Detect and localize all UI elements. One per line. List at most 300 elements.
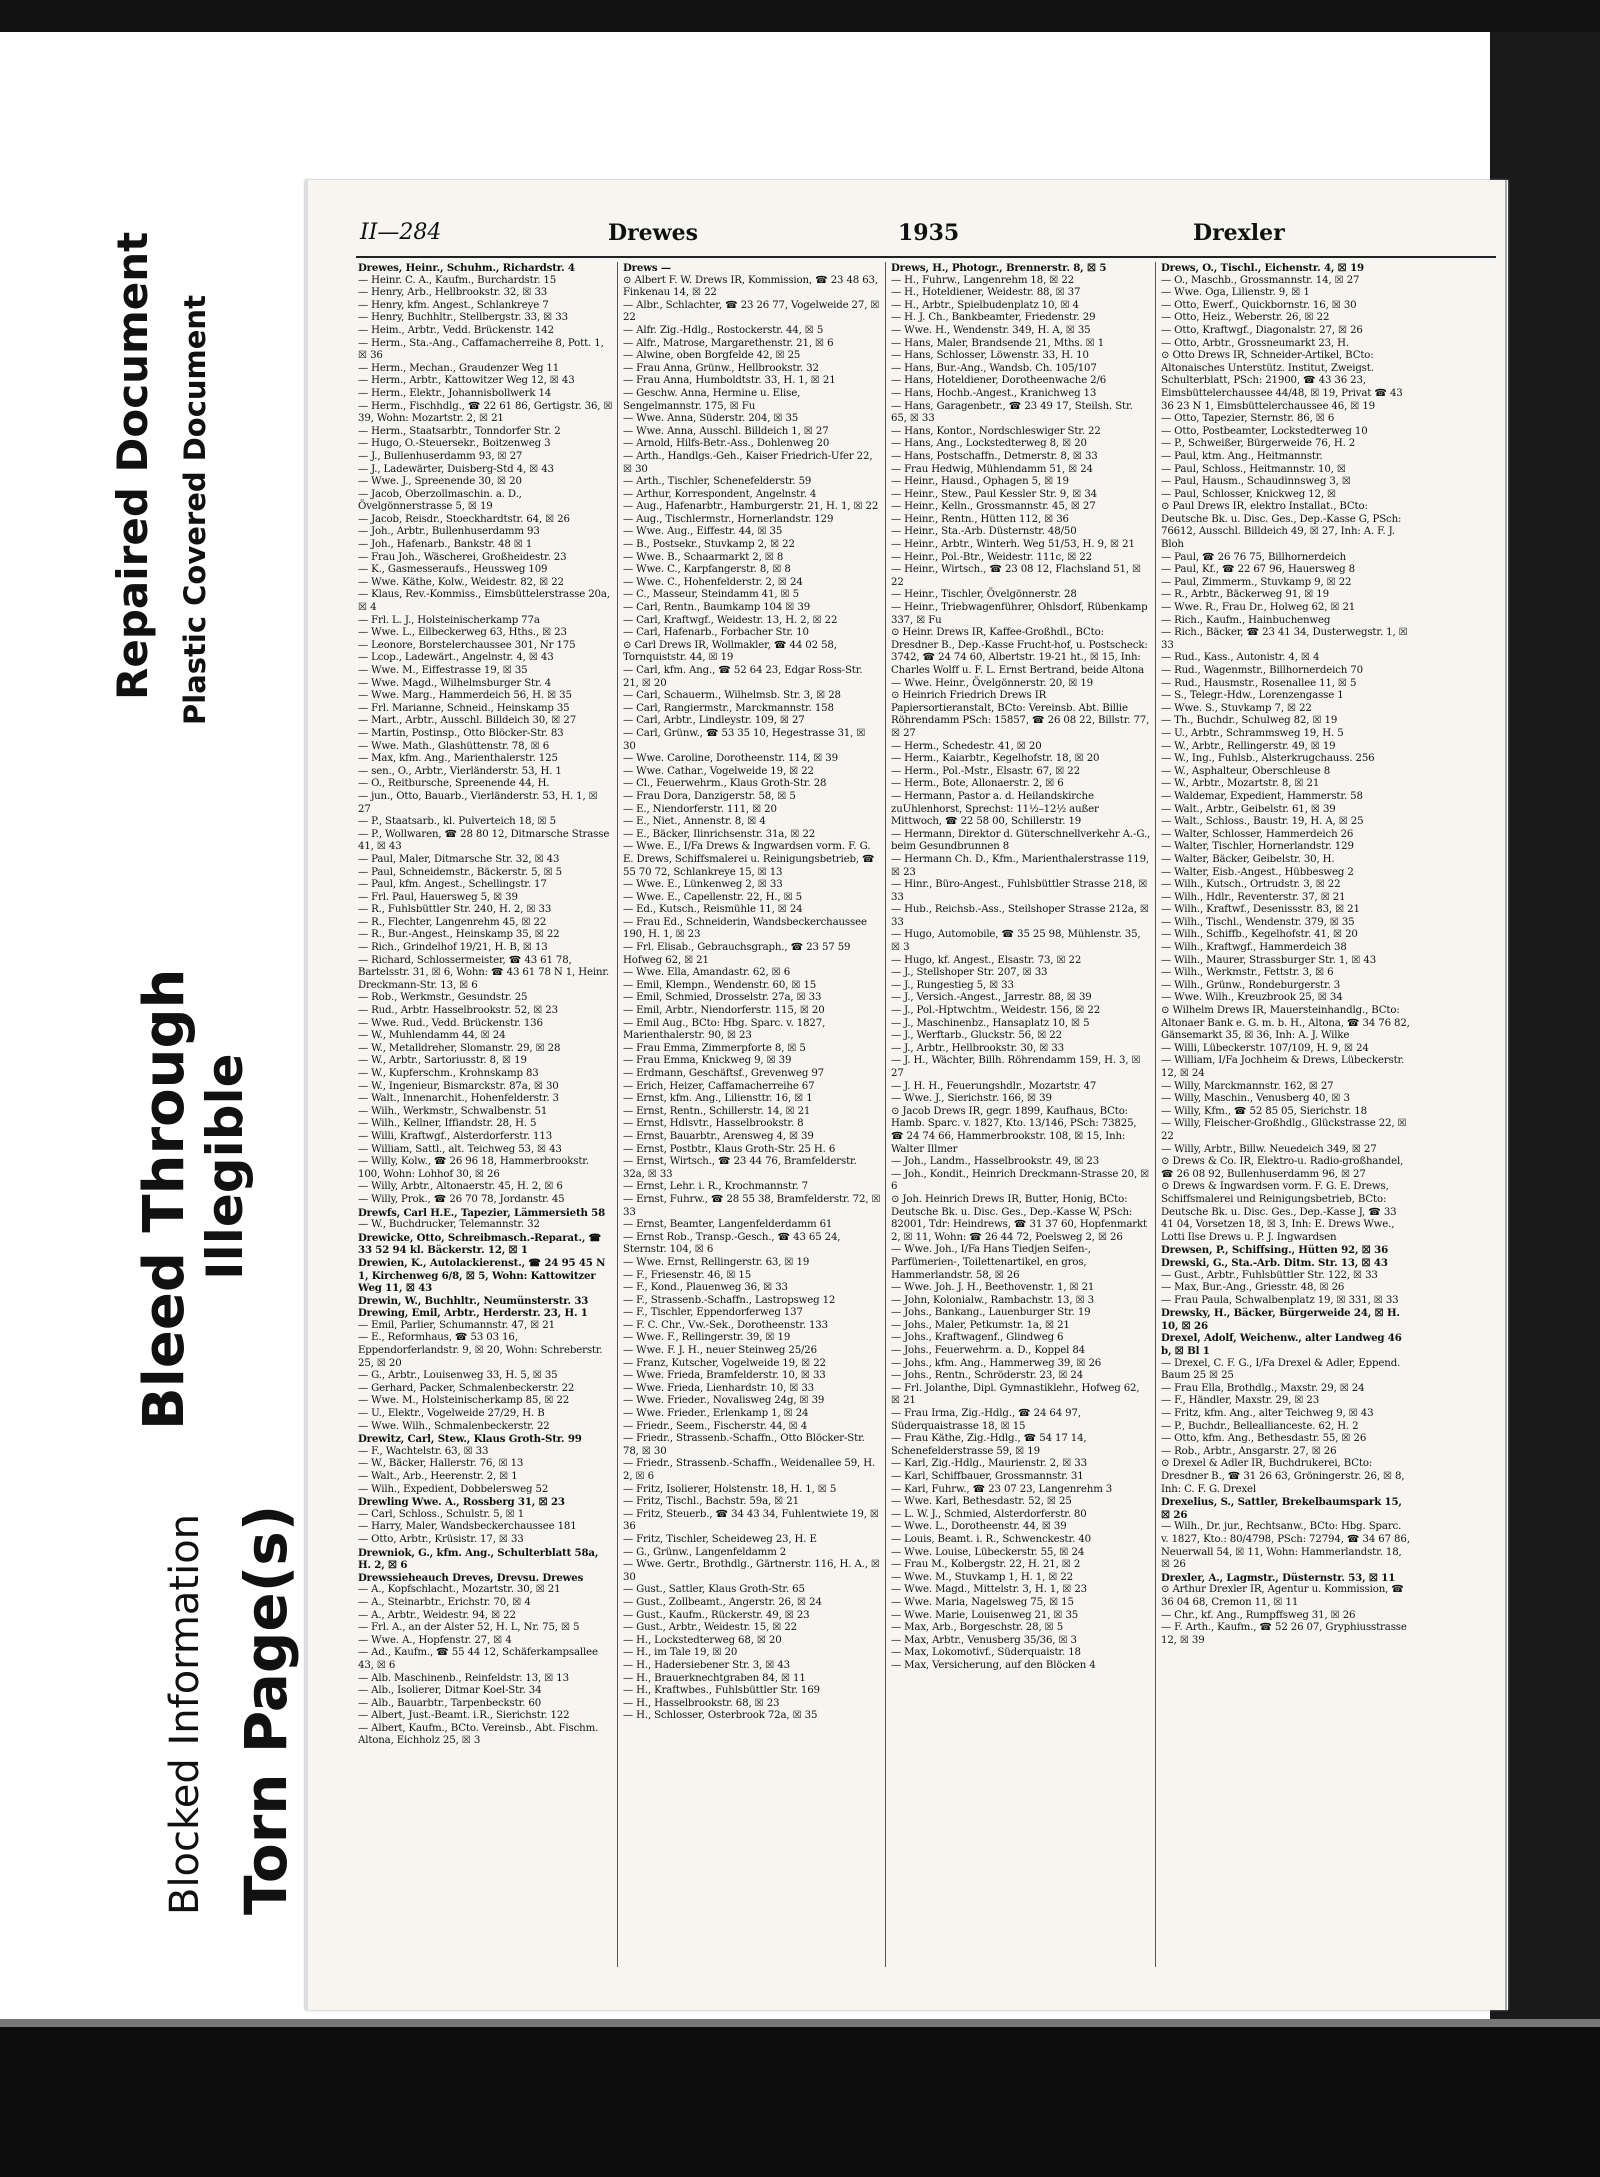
directory-entry: — Wwe. R., Frau Dr., Holweg 62, ☒ 21 — [1161, 602, 1356, 614]
directory-entry: — Willy, Arbtr., Billw. Neuedeich 349, ☒ 27 — [1161, 1143, 1377, 1155]
directory-entry: — E., Niendorferstr. 111, ☒ 20 — [623, 803, 777, 815]
directory-entry: — Heinr., Stew., Paul Kessler Str. 9, ☒ 34 — [891, 488, 1097, 500]
directory-entry: — Alwine, oben Borgfelde 42, ☒ 25 — [623, 350, 801, 362]
directory-entry: — R., Fuhlsbüttler Str. 240, H. 2, ☒ 33 — [358, 904, 552, 916]
directory-entry: — Wilh., Grünw., Rondeburgerstr. 3 — [1161, 979, 1341, 991]
directory-entry: — Wwe. Aug., Eiffestr. 44, ☒ 35 — [623, 526, 783, 538]
directory-entry: — Albr., Schlachter, ☎ 23 26 77, Vogelweide 27, ☒ 22 — [623, 299, 880, 324]
directory-entry: — Otto, Tapezier, Sternstr. 86, ☒ 6 — [1161, 413, 1335, 425]
directory-entry: — Willy, Prok., ☎ 26 70 78, Jordanstr. 45 — [358, 1193, 565, 1205]
directory-entry: — Hermann, Direktor d. Güterschnellverkehr A.-G., beim Gesundbrunnen 8 — [891, 828, 1151, 853]
directory-entry: Drewicke, Otto, Schreibmasch.-Reparat., ☎ 33 52 94 kl. Bäckerstr. 12, ☒ 1 — [358, 1231, 602, 1257]
directory-column-1 — [358, 262, 613, 1972]
directory-entry: — Wwe. F. J. H., neuer Steinweg 25/26 — [623, 1345, 817, 1357]
directory-entry: — Paul, Schloss., Heitmannstr. 10, ☒ — [1161, 463, 1346, 475]
directory-entry: — Wwe. A., Hopfenstr. 27, ☒ 4 — [358, 1634, 512, 1646]
label-plastic-covered-document: Plastic Covered Document — [178, 295, 212, 725]
directory-entry: — Wwe. Wilh., Schmalenbeckerstr. 22 — [358, 1420, 550, 1432]
directory-entry: — Herm., Sta.-Ang., Caffamacherreihe 8, Pott. 1, ☒ 36 — [358, 337, 604, 362]
directory-entry: — Paul, ktm. Ang., Heitmannstr. — [1161, 450, 1323, 462]
directory-entry: — Joh., Hafenarb., Bankstr. 48 ☒ 1 — [358, 539, 533, 551]
directory-entry: — Wwe. B., Schaarmarkt 2, ☒ 8 — [623, 551, 784, 563]
directory-entry: Drexler, A., Lagmstr., Düsternstr. 53, ☒ 11 — [1161, 1571, 1396, 1584]
directory-entry: — H. J. Ch., Bankbeamter, Friedenstr. 29 — [891, 312, 1096, 324]
directory-entry: — Alfr., Matrose, Margarethenstr. 21, ☒ 6 — [623, 337, 834, 349]
directory-entry: — Frau Ed., Schneiderin, Wandsbeckerchaussee 190, H. 1, ☒ 23 — [623, 916, 867, 941]
directory-entry: — Johs., Bankang., Lauenburger Str. 19 — [891, 1307, 1091, 1319]
directory-entry: — Wilh., Expedient, Dobbelersweg 52 — [358, 1483, 549, 1495]
directory-entry: — Frau Käthe, Zig.-Hdlg., ☎ 54 17 14, Schenefelderstrasse 59, ☒ 19 — [891, 1433, 1087, 1457]
directory-entry: — W., Kupferschm., Krohnskamp 83 — [358, 1068, 539, 1079]
directory-entry: — Heinr., Kelln., Grossmannstr. 45, ☒ 27 — [891, 501, 1096, 513]
directory-entry: — Fritz, Steuerb., ☎ 34 43 34, Fuhlentwiete 19, ☒ 36 — [623, 1508, 879, 1533]
directory-entry: — Albert, Kaufm., BCto. Vereinsb., Abt. Fischm. Altona, Eichholz 25, ☒ 3 — [358, 1722, 599, 1747]
directory-entry: — K., Gasmesseraufs., Heussweg 109 — [358, 564, 548, 576]
directory-entry: — W., Arbtr., Mozartstr. 8, ☒ 21 — [1161, 778, 1320, 790]
directory-entry: — Heinr. C. A., Kaufm., Burchardstr. 15 — [358, 274, 557, 286]
directory-entry: — Frau Anna, Humboldtstr. 33, H. 1, ☒ 21 — [623, 375, 836, 387]
directory-entry: — Wwe. H., Wendenstr. 349, H. A, ☒ 35 — [891, 324, 1091, 336]
label-blocked-information: Blocked Information — [162, 1513, 208, 1915]
directory-entry: — Herm., Staatsarbtr., Tonndorfer Str. 2 — [358, 425, 561, 437]
directory-entry: — Herm., Mechan., Graudenzer Weg 11 — [358, 362, 560, 374]
directory-entry: Drewsky, H., Bäcker, Bürgerweide 24, ☒ H. 10, ☒ 26 — [1161, 1307, 1400, 1332]
directory-entry: — W., Asphaltеur, Oberschleuse 8 — [1161, 765, 1331, 777]
directory-entry: Drewski, G., Sta.-Arb. Ditm. Str. 13, ☒ 43 — [1161, 1256, 1388, 1269]
directory-entry: — Lcop., Ladewärt., Angelnstr. 4, ☒ 43 — [358, 652, 554, 664]
directory-entry: Drewssieheauch Dreves, Drevsu. Drewes — [358, 1571, 584, 1584]
directory-entry: — Wwe. Caroline, Dorotheenstr. 114, ☒ 39 — [623, 753, 838, 765]
directory-entry: — Hinr., Büro-Angest., Fuhlsbüttler Strasse 218, ☒ 33 — [891, 879, 1148, 903]
directory-entry: — Walter, Bäcker, Geibelstr. 30, H. — [1161, 853, 1335, 865]
directory-entry: ⊙ Joh. Heinrich Drews IR, Butter, Honig, BCto: Deutsche Bk. u. Disc. Ges., Dep.-Kasse W, PSch: 82001, Tdr: Heindrews, ☎ 31 37 60, Hopfenmarkt 2, ☒ 11, Wohn: ☎ 26 44 72, Poelsweg 2, ☒ 26 — [891, 1193, 1147, 1243]
directory-entry: — Henry, kfm. Angest., Schlankreye 7 — [358, 299, 549, 311]
directory-entry: — Frl. Paul, Hauersweg 5, ☒ 39 — [358, 891, 518, 903]
column-divider — [1155, 262, 1156, 1967]
directory-entry: — Heinr., Pol.-Btr., Weidestr. 111c, ☒ 22 — [891, 551, 1093, 563]
directory-entry: — Frau Emma, Knickweg 9, ☒ 39 — [623, 1055, 792, 1067]
directory-entry: — Otto, Arbtr., Krüsistr. 17, ☒ 33 — [358, 1533, 524, 1545]
directory-entry: — Carl, Arbtr., Lindleystr. 109, ☒ 27 — [623, 715, 805, 727]
directory-entry: — Frl. Marianne, Schneid., Heinskamp 35 — [358, 702, 570, 714]
directory-entry: — John, Kolonialw., Rambachstr. 13, ☒ 3 — [891, 1294, 1094, 1306]
directory-entry: — Hugo, kf. Angest., Elsastr. 73, ☒ 22 — [891, 954, 1082, 966]
directory-entry: — Hub., Reichsb.-Ass., Steilshoper Strasse 212a, ☒ 33 — [891, 904, 1149, 928]
directory-entry: — Heim., Arbtr., Vedd. Brückenstr. 142 — [358, 324, 554, 336]
directory-entry: — Karl, Schiffbauer, Grossmannstr. 31 — [891, 1471, 1084, 1482]
directory-entry: — Joh., Kondit., Heinrich Dreckmann-Strasse 20, ☒ 6 — [891, 1168, 1150, 1193]
directory-entry: Drewes, Heinr., Schuhm., Richardstr. 4 — [358, 262, 575, 274]
directory-entry: — Walt., Innenarchit., Hohenfelderstr. 3 — [358, 1093, 559, 1105]
directory-entry: — Wwe. Rud., Vedd. Brückenstr. 136 — [358, 1017, 543, 1029]
directory-entry: — Carl, Grünw., ☎ 53 35 10, Hegestrasse 31, ☒ 30 — [623, 727, 866, 752]
directory-entry: — Arth., Tischler, Schenefelderstr. 59 — [623, 476, 812, 488]
directory-entry: — Carl, Schloss., Schulstr. 5, ☒ 1 — [358, 1508, 525, 1520]
directory-entry: — Wwe. C., Hohenfelderstr. 2, ☒ 24 — [623, 576, 803, 588]
directory-entry: — Alb., Isolierer, Ditmar Koel-Str. 34 — [358, 1685, 542, 1697]
directory-entry: Drewling Wwe. A., Rossberg 31, ☒ 23 — [358, 1496, 565, 1509]
directory-entry: — Ed., Kutsch., Reismühle 11, ☒ 24 — [623, 904, 803, 916]
directory-entry: — H., Schlosser, Osterbrook 72a, ☒ 35 — [623, 1710, 818, 1722]
directory-entry: — Martin, Postinsp., Otto Blöcker-Str. 83 — [358, 727, 564, 739]
directory-entry: — F. Arth., Kaufm., ☎ 52 26 07, Gryphiusstrasse 12, ☒ 39 — [1161, 1622, 1407, 1646]
directory-entry: — Aug., Tischlermstr., Hornerlandstr. 129 — [623, 513, 834, 525]
directory-entry: — Emil, Schmied, Drosselstr. 27a, ☒ 33 — [623, 992, 822, 1004]
directory-entry: — Wwe. Magd., Mittelstr. 3, H. 1, ☒ 23 — [891, 1584, 1088, 1596]
directory-entry: — Joh., Arbtr., Bullenhuserdamm 93 — [358, 526, 540, 538]
directory-entry: ⊙ Paul Drews IR, elektro Installat., BCto: Deutsche Bk. u. Disc. Ges., Dep.-Kasse G, PSch: 76612, Ausschl. Billdeich 49, ☒ 27, Inh: A. F. J. Bloh — [1161, 501, 1402, 551]
label-illegible: Illegible — [196, 1053, 254, 1280]
directory-entry: — H., Kraftwbes., Fuhlsbüttler Str. 169 — [623, 1685, 820, 1697]
directory-entry: — Ernst, Beamter, Langenfelderdamm 61 — [623, 1219, 833, 1231]
directory-column-2 — [623, 262, 881, 1972]
directory-entry: — Heinr., Hausd., Ophagen 5, ☒ 19 — [891, 476, 1069, 488]
directory-entry: — Louis, Beamt. i. R., Schwenckestr. 40 — [891, 1533, 1091, 1545]
directory-entry: — Otto, Arbtr., Grossneumarkt 23, H. — [1161, 337, 1349, 349]
directory-entry: — Carl, Rentn., Baumkamp 104 ☒ 39 — [623, 602, 811, 614]
directory-entry: — R., Flechter, Langenrehm 45, ☒ 22 — [358, 916, 547, 928]
directory-entry: — Walter, Schlosser, Hammerdeich 26 — [1161, 828, 1354, 840]
directory-entry: — G., Arbtr., Louisenweg 33, H. 5, ☒ 35 — [358, 1370, 558, 1382]
directory-entry: ⊙ Albert F. W. Drews IR, Kommission, ☎ 23 48 63, Finkenau 14, ☒ 22 — [623, 274, 878, 299]
directory-entry: — Wwe. Cathar., Vogelweide 19, ☒ 22 — [623, 765, 814, 777]
directory-entry: — sen., O., Arbtr., Vierländerstr. 53, H. 1 — [358, 765, 562, 777]
directory-entry: — Herm., Bote, Allonaerstr. 2, ☒ 6 — [891, 778, 1064, 790]
directory-entry: — Wilh., Dr. jur., Rechtsanw., BCto: Hbg. Sparc. v. 1827, Kto.: 80/4798, PSch: 72794, ☎ 34 67 86, Neuerwall 54, ☒ 11, Wohn: Hammerlandstr. 18, ☒ 26 — [1161, 1521, 1410, 1571]
directory-entry: — Emil, Klempn., Wendenstr. 60, ☒ 15 — [623, 979, 817, 991]
directory-entry: — Wwe. Wilh., Kreuzbrook 25, ☒ 34 — [1161, 992, 1343, 1004]
directory-entry: — Max, Versicherung, auf den Blöcken 4 — [891, 1659, 1096, 1671]
directory-entry: — H., Fuhrw., Langenrehm 18, ☒ 22 — [891, 274, 1075, 286]
directory-entry: — O., Reitburschе, Spreenende 44, H. — [358, 778, 550, 790]
directory-entry: — Herm., Schedestr. 41, ☒ 20 — [891, 740, 1042, 752]
directory-entry: — Willy, Fleischer-Großhdlg., Glückstrasse 22, ☒ 22 — [1161, 1118, 1407, 1142]
directory-entry: — Carl, Rangiermstr., Marckmannstr. 158 — [623, 702, 834, 714]
directory-entry: — Max, Bur.-Ang., Griesstr. 48, ☒ 26 — [1161, 1282, 1345, 1294]
directory-entry: — Ernst, Lehr. i. R., Krochmannstr. 7 — [623, 1181, 809, 1193]
directory-entry: — U., Elektr., Vogelweide 27/29, H. B — [358, 1408, 545, 1420]
directory-entry: Drews, H., Photogr., Brennerstr. 8, ☒ 5 — [891, 262, 1107, 274]
directory-entry: — Herm., Arbtr., Kattowitzer Weg 12, ☒ 43 — [358, 375, 575, 387]
directory-entry: — Ernst, Hdlsvtr., Hasselbrookstr. 8 — [623, 1118, 804, 1130]
directory-entry: — F., Strassenb.-Schaffn., Lastropsweg 12 — [623, 1294, 836, 1306]
directory-entry: — Frau Joh., Wäscherei, Großheidestr. 23 — [358, 551, 567, 563]
directory-entry: — Heinr., Rentn., Hütten 112, ☒ 36 — [891, 513, 1069, 525]
directory-entry: Drewing, Emil, Arbtr., Herderstr. 23, H. 1 — [358, 1307, 588, 1320]
directory-entry: — W., Arbtr., Rellingerstr. 49, ☒ 19 — [1161, 740, 1336, 752]
directory-entry: — Klaus, Rev.-Kommiss., Eimsbüttelerstrasse 20a, ☒ 4 — [358, 589, 610, 614]
directory-entry: — L. W. J., Schmied, Alsterdorferstr. 80 — [891, 1508, 1087, 1520]
directory-entry: — Henry, Arb., Hellbrookstr. 32, ☒ 33 — [358, 287, 548, 299]
directory-entry: — W., Metalldreher, Slomanstr. 29, ☒ 28 — [358, 1042, 561, 1054]
directory-entry: — Wilh., Hdlr., Reventerstr. 37, ☒ 21 — [1161, 891, 1346, 903]
directory-entry: — Hans, Kontor., Nordschleswiger Str. 22 — [891, 425, 1101, 437]
directory-entry: — Wilh., Tischl., Wendenstr. 379, ☒ 35 — [1161, 916, 1355, 928]
directory-entry: — Franz, Kutscher, Vogelweide 19, ☒ 22 — [623, 1357, 826, 1369]
directory-entry: — Geschw. Anna, Hermine u. Elise, Sengelmannstr. 175, ☒ Fu — [623, 387, 801, 412]
directory-entry: — Heinr., Sta.-Arb. Düsternstr. 48/50 — [891, 526, 1077, 538]
directory-entry: — Wwe. Magd., Wilhelmsburger Str. 4 — [358, 677, 552, 689]
directory-entry: — Paul, Zimmerm., Stuvkamp 9, ☒ 22 — [1161, 576, 1352, 588]
directory-entry: — Paul, kfm. Angest., Schellingstr. 17 — [358, 879, 547, 891]
directory-entry: — P., Buchdr., Belleallianceste. 62, H. 2 — [1161, 1420, 1359, 1432]
directory-entry: — William, Sattl., alt. Teichweg 53, ☒ 43 — [358, 1143, 562, 1155]
directory-entry: Drewfs, Carl H.E., Tapezier, Lämmersieth 58 — [358, 1206, 606, 1219]
directory-entry: — Rich., Grindelhof 19/21, H. B, ☒ 13 — [358, 942, 548, 954]
directory-entry: — Alfr. Zig.-Hdlg., Rostockerstr. 44, ☒ 5 — [623, 324, 824, 336]
directory-entry: — Friedr., Strassenb.-Schaffn., Otto Blöcker-Str. 78, ☒ 30 — [623, 1433, 865, 1457]
directory-entry: — Karl, Zig.-Hdlg., Maurienstr. 2, ☒ 33 — [891, 1458, 1087, 1470]
directory-entry: — P., Schweißer, Bürgerweide 76, H. 2 — [1161, 438, 1356, 450]
directory-entry: — Johs., Rentn., Schröderstr. 23, ☒ 24 — [891, 1370, 1084, 1382]
directory-entry: — Fritz, Tischl., Bachstr. 59a, ☒ 21 — [623, 1496, 799, 1508]
directory-entry: — F., Friesenstr. 46, ☒ 15 — [623, 1269, 752, 1281]
directory-entry: — J., Ladewärter, Duisberg-Std 4, ☒ 43 — [358, 463, 554, 475]
directory-entry: — G., Grünw., Langenfeldamm 2 — [623, 1546, 787, 1558]
directory-entry: — Rich., Bäcker, ☎ 23 41 34, Dusterwegstr. 1, ☒ 33 — [1161, 627, 1408, 651]
directory-entry: — Ernst Rob., Transp.-Gesch., ☎ 43 65 24, Sternstr. 104, ☒ 6 — [623, 1231, 841, 1256]
directory-entry: — Wwe. F., Rellingerstr. 39, ☒ 19 — [623, 1332, 791, 1344]
directory-entry: — Otto, kfm. Ang., Bethesdastr. 55, ☒ 26 — [1161, 1433, 1367, 1445]
directory-entry: — W., Ing., Fuhlsb., Alsterkrugchauss. 256 — [1161, 753, 1375, 765]
directory-entry: — J., Rungestieg 5, ☒ 33 — [891, 979, 1014, 991]
directory-entry: — Richard, Schlossermeister, ☎ 43 61 78, Bartelsstr. 31, ☒ 6, Wohn: ☎ 43 61 78 N 1, Heinr. Dreckmann-Str. 13, ☒ 6 — [358, 954, 610, 991]
directory-entry: — U., Arbtr., Schrammsweg 19, H. 5 — [1161, 727, 1344, 739]
directory-entry: — Hans, Ang., Lockstedterweg 8, ☒ 20 — [891, 438, 1087, 450]
directory-entry: — Wwe. M., Stuvkamp 1, H. 1, ☒ 22 — [891, 1571, 1073, 1583]
directory-entry: — Gust., Sattler, Klaus Groth-Str. 65 — [623, 1584, 805, 1596]
directory-entry: — Otto, Ewerf., Quickbornstr. 16, ☒ 30 — [1161, 299, 1357, 311]
directory-entry: — Hermann, Pastor a. d. Heilandskirche zuUhlenhorst, Sprechst: 11½–12½ außer Mittwoch, ☎ 22 58 00, Schillerstr. 19 — [891, 790, 1099, 828]
directory-entry: — Johs., Feuerwehrm. a. D., Koppel 84 — [891, 1345, 1085, 1357]
directory-entry: — Drexel, C. F. G., I/Fa Drexel & Adler, Eppend. Baum 25 ☒ 25 — [1161, 1357, 1401, 1382]
directory-entry: — Frl. Jolanthe, Dipl. Gymnastiklehr., Hofweg 62, ☒ 21 — [891, 1382, 1140, 1407]
directory-entry: — Frau Ella, Brothdlg., Maxstr. 29, ☒ 24 — [1161, 1382, 1365, 1394]
directory-entry: Drewitz, Carl, Stew., Klaus Groth-Str. 99 — [358, 1433, 582, 1446]
directory-entry: — Henry, Buchhltr., Stellbergstr. 33, ☒ 33 — [358, 312, 568, 324]
directory-entry: — Hans, Garagenbetr., ☎ 23 49 17, Steilsh. Str. 65, ☒ 33 — [891, 400, 1133, 425]
scanner-bottom-strip — [0, 2019, 1600, 2027]
directory-entry: — Hans, Postschaffn., Detmerstr. 8, ☒ 33 — [891, 450, 1098, 462]
directory-entry: — Wwe. Frieda, Lienhardstr. 10, ☒ 33 — [623, 1382, 814, 1394]
directory-entry: — Herm., Pol.-Mstr., Elsastr. 67, ☒ 22 — [891, 765, 1080, 777]
directory-entry: — Wwe. M., Eiffestrasse 19, ☒ 35 — [358, 665, 528, 676]
directory-entry: — R., Bur.-Angest., Heinskamp 35, ☒ 22 — [358, 929, 560, 941]
directory-entry: — P., Wollwaren, ☎ 28 80 12, Ditmarsche Strasse 41, ☒ 43 — [358, 828, 610, 853]
directory-entry: — Walter, Eisb.-Angest., Hübbesweg 2 — [1161, 866, 1354, 878]
directory-entry: — W., Muhlendamm 44, ☒ 24 — [358, 1030, 506, 1042]
directory-entry: — Paul, Hausm., Schaudinnsweg 3, ☒ — [1161, 476, 1351, 488]
directory-entry: — H., Hasselbrookstr. 68, ☒ 23 — [623, 1697, 780, 1709]
directory-entry: — Frl. Elisab., Gebrauchsgraph., ☎ 23 57 59 Hofweg 62, ☒ 21 — [623, 942, 851, 966]
directory-entry: — Hans, Schlosser, Löwenstr. 33, H. 10 — [891, 350, 1089, 362]
directory-entry: — Wwe. Karl, Bethesdastr. 52, ☒ 25 — [891, 1496, 1072, 1508]
directory-entry: — Harry, Maler, Wandsbeckerchaussee 181 — [358, 1521, 577, 1533]
directory-entry: Drews, O., Tischl., Eichenstr. 4, ☒ 19 — [1161, 262, 1364, 274]
directory-entry: — J., Werftarb., Gluckstr. 56, ☒ 22 — [891, 1030, 1062, 1042]
directory-entry: — Hermann Ch. D., Kfm., Marienthalerstrasse 119, ☒ 23 — [891, 853, 1149, 878]
directory-entry: — Wwe. Maria, Nagelsweg 75, ☒ 15 — [891, 1596, 1074, 1608]
directory-entry: — Emil, Parlier, Schumannstr. 47, ☒ 21 — [358, 1319, 555, 1331]
directory-entry: — Chr., kf. Ang., Rumpffsweg 31, ☒ 26 — [1161, 1609, 1356, 1621]
directory-entry: — Ernst, Wirtsch., ☎ 23 44 76, Bramfelderstr. 32a, ☒ 33 — [623, 1156, 857, 1180]
directory-entry: — J. H. H., Feuerungshdlr., Mozartstr. 47 — [891, 1080, 1097, 1092]
directory-entry: — Wwe. Math., Glashüttenstr. 78, ☒ 6 — [358, 740, 550, 752]
directory-entry: — Willy, Kfm., ☎ 52 85 05, Sierichstr. 18 — [1161, 1105, 1367, 1117]
directory-entry: — Max, Arbtr., Venusberg 35/36, ☒ 3 — [891, 1634, 1077, 1646]
directory-entry: — Wilh., Kutsch., Ortrudstr. 3, ☒ 22 — [1161, 879, 1341, 891]
directory-entry: — Herm., Elektr., Johannisbollwerk 14 — [358, 387, 552, 399]
directory-entry: — Wwe. Ernst, Rellingerstr. 63, ☒ 19 — [623, 1256, 810, 1268]
directory-entry: — Willi, Kraftwgf., Alsterdorferstr. 113 — [358, 1130, 553, 1142]
directory-entry: — Walt., Arbtr., Geibelstr. 61, ☒ 39 — [1161, 803, 1336, 815]
directory-entry: ⊙ Otto Drews IR, Schneider-Artikel, BCto: Altonaisches Unterstütz. Institut, Zweigst. Schulterblatt, PSch: 21900, ☎ 43 36 23, Eimsbüttelerchaussee 44/48, ☒ 19, Privat ☎ 43 36 23 N 1, Eimsbüttelerchaussee 46, ☒ 19 — [1161, 350, 1403, 412]
directory-entry: — Wilh., Werkmstr., Fettstr. 3, ☒ 6 — [1161, 967, 1334, 979]
directory-entry: — Paul, Maler, Ditmarsche Str. 32, ☒ 43 — [358, 853, 560, 865]
directory-entry: — J., Bullenhuserdamm 93, ☒ 27 — [358, 450, 523, 462]
directory-entry: — H., Hoteldiener, Weidestr. 88, ☒ 37 — [891, 287, 1081, 299]
directory-entry: — Wwe. M., Holsteinischerkamp 85, ☒ 22 — [358, 1395, 570, 1407]
directory-entry: — Leonore, Borstelerchaussee 301, Nr 175 — [358, 639, 576, 651]
directory-entry: — Waldemar, Expedient, Hammerstr. 58 — [1161, 790, 1363, 802]
directory-entry: ⊙ Drews & Co. IR, Elektro-u. Radio-großhandel, ☎ 26 08 92, Bullenhuserdamm 96, ☒ 27 — [1161, 1156, 1404, 1180]
directory-entry: — Walt., Schloss., Baustr. 19, H. A, ☒ 25 — [1161, 816, 1364, 828]
last-name-heading: Drexler — [1193, 220, 1285, 246]
directory-entry: — Gust., Arbtr., Fuhlsbüttler Str. 122, ☒ 33 — [1161, 1269, 1378, 1281]
directory-entry: — A., Steinarbtr., Erichstr. 70, ☒ 4 — [358, 1596, 531, 1608]
directory-entry: — F., Tischler, Eppendorferweg 137 — [623, 1307, 803, 1319]
directory-entry: — Wwe. Joh. J. H., Beethovenstr. 1, ☒ 21 — [891, 1282, 1095, 1294]
directory-entry: — W., Buchdrucker, Telemannstr. 32 — [358, 1219, 540, 1231]
directory-entry: — H., Brauerknechtgraben 84, ☒ 11 — [623, 1672, 806, 1684]
directory-entry: Drews — — [623, 262, 671, 274]
scanner-bottom-border — [0, 2027, 1600, 2177]
directory-entry: — W., Ingenieur, Bismarckstr. 87a, ☒ 30 — [358, 1080, 559, 1092]
directory-entry: — Aug., Hafenarbtr., Hamburgerstr. 21, H. 1, ☒ 22 — [623, 501, 879, 513]
directory-entry: — Carl, Hafenarb., Forbacher Str. 10 — [623, 627, 809, 639]
directory-entry: — Th., Buchdr., Schulweg 82, ☒ 19 — [1161, 715, 1338, 727]
directory-entry: — Jacob, Reisdr., Stoeckhardtstr. 64, ☒ 26 — [358, 513, 570, 525]
directory-entry: — Joh., Landm., Hasselbrookstr. 49, ☒ 23 — [891, 1156, 1100, 1168]
directory-entry: Drewsen, P., Schiffsing., Hütten 92, ☒ 36 — [1161, 1244, 1389, 1257]
directory-entry: — Fritz, Tischler, Scheideweg 23, H. E — [623, 1533, 817, 1545]
column-divider — [617, 262, 618, 1967]
directory-entry: — Alb. Maschinenb., Reinfeldstr. 13, ☒ 13 — [358, 1672, 569, 1684]
label-bleed-through: Bleed Through — [132, 968, 197, 1430]
directory-entry: — J., Arbtr., Hellbrookstr. 30, ☒ 33 — [891, 1042, 1064, 1054]
directory-entry: — Heinr., Arbtr., Winterh. Weg 51/53, H. 9, ☒ 21 — [891, 539, 1135, 551]
label-repaired-document: Repaired Document — [108, 231, 157, 700]
directory-entry: — F., Wachtelstr. 63, ☒ 33 — [358, 1445, 489, 1457]
directory-entry: — Wilh., Kraftwgf., Hammerdeich 38 — [1161, 942, 1347, 954]
directory-entry: — Walt., Arb., Heerenstr. 2, ☒ 1 — [358, 1471, 518, 1482]
directory-entry: — Arthur, Korrespondent, Angelnstr. 4 — [623, 488, 817, 500]
directory-entry: — Johs., Kraftwagenf., Glindweg 6 — [891, 1332, 1064, 1344]
label-torn-pages: Torn Page(s) — [232, 1504, 300, 1915]
directory-entry: — Max, kfm. Ang., Marienthalerstr. 125 — [358, 753, 558, 765]
directory-entry: — Wilh., Werkmstr., Schwalbenstr. 51 — [358, 1105, 548, 1117]
directory-entry: — jun., Otto, Bauarb., Vierländerstr. 53, H. 1, ☒ 27 — [358, 790, 598, 815]
directory-entry: — Frl. L. J., Holsteinischerkamp 77a — [358, 614, 540, 626]
directory-entry: Drexel, Adolf, Weichenw., alter Landweg 46 b, ☒ Bl 1 — [1161, 1332, 1402, 1358]
directory-entry: — H., Hadersiebener Str. 3, ☒ 43 — [623, 1659, 790, 1671]
directory-entry: — Willy, Arbtr., Altonaerstr. 45, H. 2, ☒ 6 — [358, 1181, 563, 1193]
directory-entry: — Hans, Hochb.-Angest., Kranichweg 13 — [891, 387, 1097, 399]
header-rule — [356, 256, 1496, 258]
directory-entry: — Hans, Hoteldiener, Dorotheenwache 2/6 — [891, 375, 1107, 387]
directory-entry: — Erich, Heizer, Caffamacherreihe 67 — [623, 1080, 815, 1092]
directory-entry: — Wilh., Schiffb., Kegelhofstr. 41, ☒ 20 — [1161, 929, 1358, 941]
directory-entry: — Wwe. E., Capellenstr. 22, H., ☒ 5 — [623, 891, 802, 903]
page-number: II—284 — [360, 220, 442, 245]
directory-entry: — Carl, Schauerm., Wilhelmsb. Str. 3, ☒ 28 — [623, 690, 841, 702]
directory-entry: — Arnold, Hilfs-Betr.-Ass., Dohlenweg 20 — [623, 438, 830, 450]
directory-entry: — Paul, Schlosser, Knickweg 12, ☒ — [1161, 488, 1336, 500]
directory-entry: — Wwe. J., Spreenende 30, ☒ 20 — [358, 476, 522, 488]
directory-entry: — S., Telegr.-Hdw., Lorenzengasse 1 — [1161, 690, 1344, 702]
directory-entry: — Wilh., Kraftwf., Desenissstr. 83, ☒ 21 — [1161, 904, 1360, 916]
directory-entry: — Carl, Kraftwgf., Weidestr. 13, H. 2, ☒ 22 — [623, 614, 838, 626]
directory-entry: — Rud., Hausmstr., Rosenallee 11, ☒ 5 — [1161, 677, 1357, 689]
directory-entry: — Hugo, Automobile, ☎ 35 25 98, Mühlenstr. 35, ☒ 3 — [891, 929, 1141, 954]
directory-entry: — Gust., Zollbeamt., Angerstr. 26, ☒ 24 — [623, 1596, 822, 1608]
directory-entry: — Wilh., Kellner, Iffiandstr. 28, H. 5 — [358, 1118, 537, 1130]
directory-entry: — Rud., Wagenmstr., Billhornerdeich 70 — [1161, 665, 1363, 676]
directory-entry: — Ernst, Bauarbtr., Arensweg 4, ☒ 39 — [623, 1130, 814, 1142]
directory-entry: Drewien, K., Autolackierenst., ☎ 24 95 45 N 1, Kirchenweg 6/8, ☒ 5, Wohn: Kattowitzer Weg 11, ☒ 43 — [358, 1256, 606, 1295]
directory-entry: — Friedr., Strassenb.-Schaffn., Weidenallee 59, H. 2, ☒ 6 — [623, 1458, 876, 1482]
directory-entry: — Willy, Maschin., Venusberg 40, ☒ 3 — [1161, 1093, 1350, 1105]
directory-entry: — Fritz, kfm. Ang., alter Teichweg 9, ☒ 43 — [1161, 1408, 1374, 1420]
directory-entry: — Wwe. Frieder., Novalisweg 24g, ☒ 39 — [623, 1395, 825, 1407]
directory-entry: — J., Maschinenbz., Hansaplatz 10, ☒ 5 — [891, 1017, 1090, 1029]
directory-entry: — Otto, Kraftwgf., Diagonalstr. 27, ☒ 26 — [1161, 324, 1363, 336]
directory-entry: — Wwe. Ella, Amandastr. 62, ☒ 6 — [623, 967, 791, 979]
directory-entry: ⊙ Jacob Drews IR, gegr. 1899, Kaufhaus, BCto: Hamb. Sparc. v. 1827, Kto. 13/146, PSch: 73825, ☎ 24 74 66, Hammerbrookstr. 108, ☒ 15, Inh: Walter Illmer — [891, 1105, 1137, 1155]
directory-entry: — Paul, Schneidemstr., Bäckerstr. 5, ☒ 5 — [358, 866, 562, 878]
directory-entry: — Walter, Tischler, Hornerlandstr. 129 — [1161, 841, 1354, 853]
directory-entry: — Rud., Arbtr. Hasselbrookstr. 52, ☒ 23 — [358, 1005, 558, 1017]
directory-entry: — Frau Irma, Zig.-Hdlg., ☎ 24 64 97, Süderquaistrasse 18, ☒ 15 — [891, 1408, 1081, 1432]
directory-entry: — Friedr., Seem., Fischerstr. 44, ☒ 4 — [623, 1420, 808, 1432]
directory-entry: — Ernst, kfm. Ang., Liliensttr. 16, ☒ 1 — [623, 1093, 813, 1105]
directory-entry: — C., Masseur, Steindamm 41, ☒ 5 — [623, 589, 799, 601]
directory-entry: — Frl. A., an der Alster 52, H. L, Nr. 75, ☒ 5 — [358, 1622, 580, 1634]
directory-entry: — A., Kopfschlacht., Mozartstr. 30, ☒ 21 — [358, 1584, 561, 1596]
directory-entry: — Gerhard, Packer, Schmalenbeckerstr. 22 — [358, 1382, 575, 1394]
directory-entry: — Wwe. J., Sierichstr. 166, ☒ 39 — [891, 1093, 1052, 1105]
directory-entry: — R., Arbtr., Bäckerweg 91, ☒ 19 — [1161, 589, 1329, 601]
directory-entry: — Emil Aug., BCto: Hbg. Sparc. v. 1827, Marienthalerstr. 90, ☒ 23 — [623, 1017, 826, 1042]
directory-entry: — Erdmann, Geschäftsf., Grevenweg 97 — [623, 1068, 824, 1079]
directory-entry: ⊙ Carl Drews IR, Wollmakler, ☎ 44 02 58, Tornquiststr. 44, ☒ 19 — [623, 639, 837, 664]
directory-entry: — Rich., Kaufm., Hainbuchenweg — [1161, 614, 1331, 626]
directory-entry: — Wwe. Anna, Süderstr. 204, ☒ 35 — [623, 413, 799, 425]
directory-entry: — Frau Dora, Danzigerstr. 58, ☒ 5 — [623, 790, 796, 802]
directory-entry: — J., Pol.-Hptwchtm., Weidestr. 156, ☒ 22 — [891, 1005, 1101, 1017]
directory-entry: — Hans, Maler, Brandsende 21, Mths. ☒ 1 — [891, 337, 1105, 349]
page-edge — [1505, 180, 1507, 2010]
directory-entry: — W., Bäcker, Hallerstr. 76, ☒ 13 — [358, 1458, 524, 1470]
directory-entry: — Wwe. Oga, Lilienstr. 9, ☒ 1 — [1161, 287, 1310, 299]
directory-entry: — Frau Hedwig, Mühlendamm 51, ☒ 24 — [891, 463, 1093, 475]
directory-entry: — Karl, Fuhrw., ☎ 23 07 23, Langenrehm 3 — [891, 1483, 1113, 1495]
directory-entry: — Rob., Arbtr., Ansgarstr. 27, ☒ 26 — [1161, 1445, 1337, 1457]
directory-entry: — Wwe. Frieda, Bramfelderstr. 10, ☒ 33 — [623, 1370, 826, 1382]
directory-entry: — Frau Emma, Zimmerpforte 8, ☒ 5 — [623, 1042, 806, 1054]
directory-entry: — Wwe. Heinr., Övelgönnerstr. 20, ☒ 19 — [891, 677, 1094, 689]
directory-entry: — Wwe. C., Karpfangerstr. 8, ☒ 8 — [623, 564, 791, 576]
